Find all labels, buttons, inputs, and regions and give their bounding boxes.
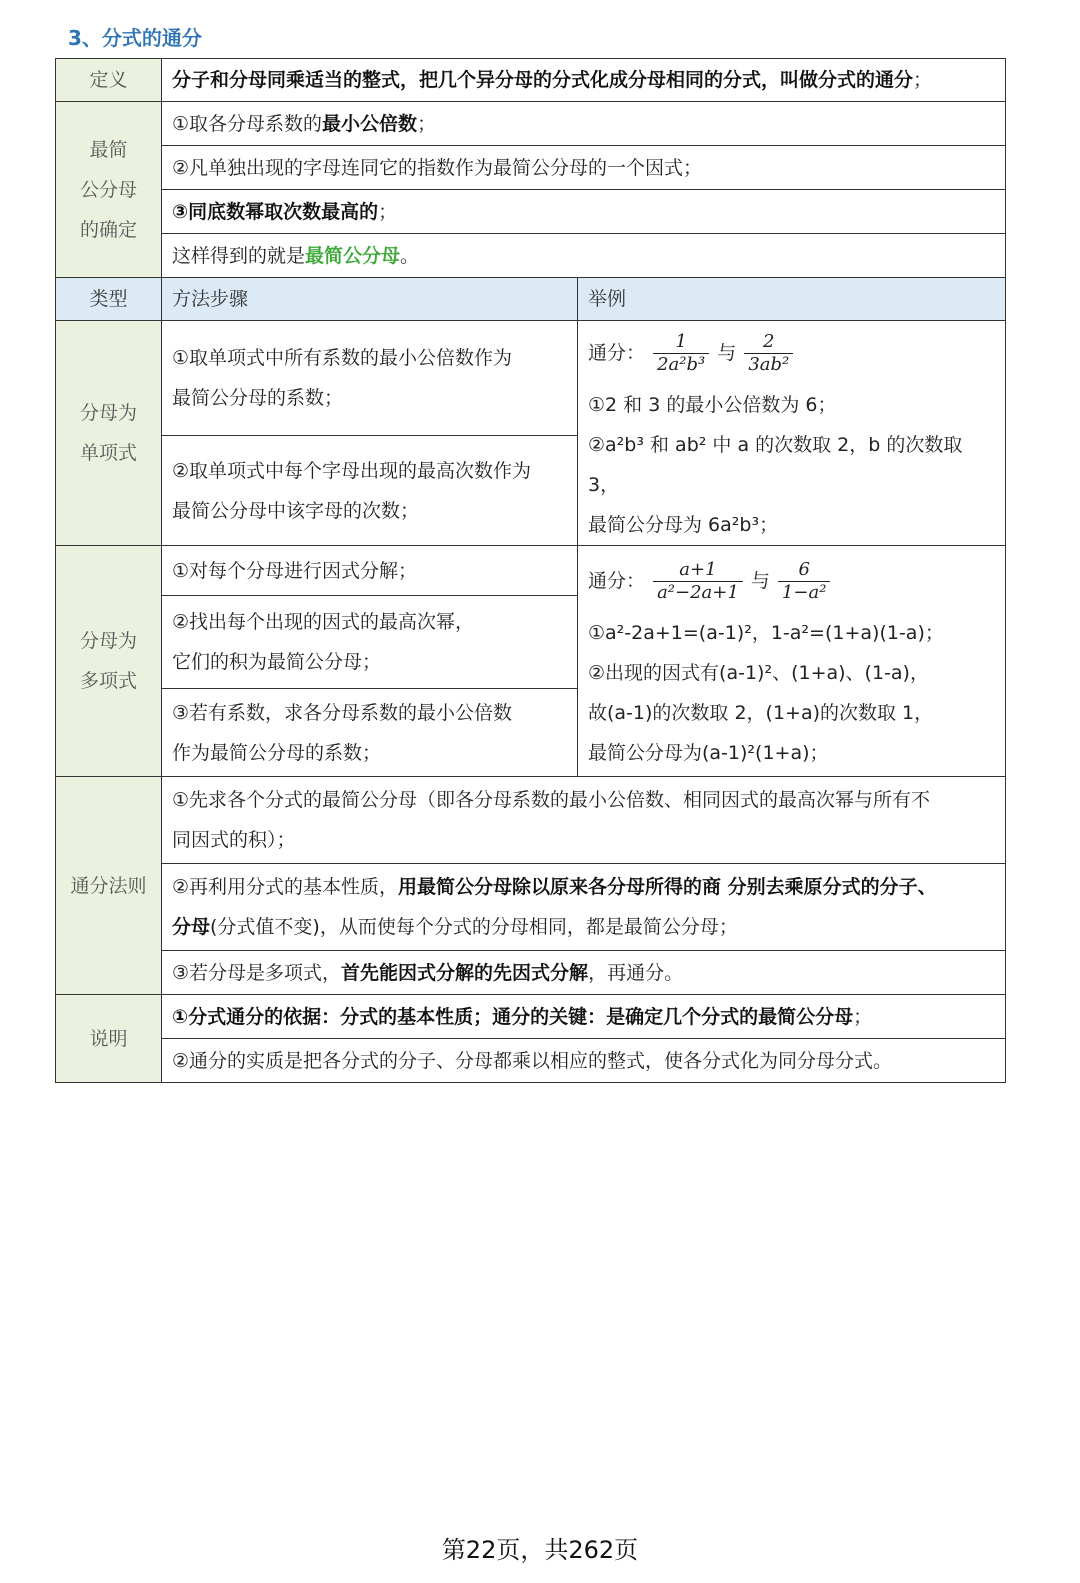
fraction-1-numerator: 1 bbox=[653, 331, 709, 354]
rules-row-3 bbox=[56, 951, 1006, 995]
fraction-2-denominator: 3ab² bbox=[748, 354, 790, 375]
definition-row bbox=[56, 59, 1006, 102]
rules-item-1 bbox=[162, 777, 1006, 864]
polynomial-step-3-line: ③若有系数，求各分母系数的最小公倍数 bbox=[172, 701, 513, 724]
rules-item-2-line-1 bbox=[172, 867, 995, 907]
lcd-rule-3 bbox=[162, 190, 1006, 234]
fraction-1-denominator: 2a²b³ bbox=[657, 354, 706, 375]
lcd-rule-4-post: 。 bbox=[400, 244, 420, 267]
lcd-rule-4-green: 最简公分母 bbox=[305, 244, 401, 267]
rules-item-3-post: ，再通分。 bbox=[588, 961, 684, 984]
polynomial-step-2-line: 它们的积为最简公分母； bbox=[172, 651, 382, 673]
fraction-1 bbox=[653, 331, 709, 376]
polynomial-step-3 bbox=[162, 689, 578, 777]
rules-item-3-bold: 首先能因式分解的先因式分解 bbox=[341, 961, 589, 984]
monomial-example-line-2: ②a²b³ 和 ab² 中 a 的次数取 2，b 的次数取 3， bbox=[588, 434, 963, 496]
rules-item-1-line: ①先求各个分式的最简公分母（即各分母系数的最小公倍数、相同因式的最高次幂与所有不 bbox=[172, 789, 931, 811]
lcd-rule-4 bbox=[162, 234, 1006, 278]
notes-item-2: ②通分的实质是把各分式的分子、分母都乘以相应的整式，使各分式化为同分母分式。 bbox=[162, 1039, 1006, 1083]
polynomial-row-1 bbox=[56, 546, 1006, 596]
fraction-4 bbox=[778, 559, 830, 604]
monomial-step-1-line: ①取单项式中所有系数的最小公倍数作为 bbox=[172, 347, 513, 370]
monomial-example-line-3: 最简公分母为 6a²b³； bbox=[588, 514, 779, 536]
common-denominator-table bbox=[55, 58, 1006, 1083]
rules-item-2-line-2 bbox=[172, 907, 995, 947]
monomial-example-connector: 与 bbox=[717, 342, 737, 364]
polynomial-example-line-2: ②出现的因式有(a-1)²、(1+a)、(1-a)， bbox=[588, 662, 929, 684]
lcd-label-line: 公分母 bbox=[79, 178, 137, 201]
lcd-row-2 bbox=[56, 146, 1006, 190]
lcd-rule-3-post: ； bbox=[378, 200, 398, 223]
section-title: 3、分式的通分 bbox=[68, 26, 202, 50]
definition-tail: ； bbox=[913, 69, 933, 91]
notes-row-1 bbox=[56, 995, 1006, 1039]
monomial-step-2-line: ②取单项式中每个字母出现的最高次数作为 bbox=[172, 459, 532, 482]
notes-item-1 bbox=[162, 995, 1006, 1039]
polynomial-step-1: ①对每个分母进行因式分解； bbox=[162, 546, 578, 596]
rules-item-2-bold-2: 分母 bbox=[172, 916, 211, 938]
monomial-example-fractions bbox=[588, 321, 995, 385]
fraction-3-denominator: a²−2a+1 bbox=[657, 582, 739, 603]
monomial-label bbox=[56, 321, 162, 546]
lcd-row-1 bbox=[56, 102, 1006, 146]
lcd-rule-1 bbox=[162, 102, 1006, 146]
monomial-step-1-line: 最简公分母的系数； bbox=[172, 387, 344, 410]
rules-item-2-post: (分式值不变)，从而使每个分式的分母相同，都是最简公分母； bbox=[210, 916, 738, 938]
header-method: 方法步骤 bbox=[162, 278, 578, 321]
header-example: 举例 bbox=[578, 278, 1006, 321]
lcd-rule-1-pre: ①取各分母系数的 bbox=[172, 112, 323, 135]
monomial-row-1 bbox=[56, 321, 1006, 436]
rules-item-3 bbox=[162, 951, 1006, 995]
polynomial-step-2-line: ②找出每个出现的因式的最高次幂， bbox=[172, 611, 475, 633]
rules-item-3-pre: ③若分母是多项式， bbox=[172, 961, 342, 984]
lcd-row-3 bbox=[56, 190, 1006, 234]
fraction-3 bbox=[653, 559, 743, 604]
monomial-label-line: 单项式 bbox=[79, 442, 137, 464]
polynomial-example bbox=[578, 546, 1006, 777]
monomial-step-2 bbox=[162, 436, 578, 546]
monomial-example-prefix: 通分： bbox=[588, 342, 646, 364]
monomial-step-1 bbox=[162, 321, 578, 436]
rules-item-2-pre: ②再利用分式的基本性质， bbox=[172, 876, 399, 898]
definition-label: 定义 bbox=[56, 59, 162, 102]
polynomial-example-connector: 与 bbox=[750, 570, 770, 592]
rules-label: 通分法则 bbox=[56, 777, 162, 995]
polynomial-label bbox=[56, 546, 162, 777]
table-header-row bbox=[56, 278, 1006, 321]
lcd-label bbox=[56, 102, 162, 278]
lcd-rule-4-pre: 这样得到的就是 bbox=[172, 244, 306, 267]
polynomial-example-line-1: ①a²-2a+1=(a-1)²，1-a²=(1+a)(1-a)； bbox=[588, 622, 944, 644]
lcd-row-4 bbox=[56, 234, 1006, 278]
definition-cell bbox=[162, 59, 1006, 102]
lcd-label-line: 的确定 bbox=[79, 218, 137, 241]
polynomial-step-2 bbox=[162, 596, 578, 689]
lcd-rule-1-bold: 最小公倍数 bbox=[322, 112, 418, 135]
polynomial-example-prefix: 通分： bbox=[588, 570, 646, 592]
fraction-3-numerator: a+1 bbox=[653, 559, 743, 582]
monomial-label-line: 分母为 bbox=[79, 402, 137, 424]
fraction-4-denominator: 1−a² bbox=[781, 582, 827, 603]
monomial-step-2-line: 最简公分母中该字母的次数； bbox=[172, 499, 420, 522]
lcd-label-line: 最简 bbox=[89, 138, 128, 161]
page-footer: 第22页，共262页 bbox=[441, 1536, 639, 1564]
monomial-example-line-1: ①2 和 3 的最小公倍数为 6； bbox=[588, 394, 837, 416]
polynomial-label-line: 分母为 bbox=[79, 630, 137, 652]
lcd-rule-3-bold: ③同底数幂取次数最高的 bbox=[172, 200, 379, 223]
notes-label: 说明 bbox=[56, 995, 162, 1083]
header-type: 类型 bbox=[56, 278, 162, 321]
polynomial-label-line: 多项式 bbox=[79, 670, 137, 692]
lcd-rule-2: ②凡单独出现的字母连同它的指数作为最简公分母的一个因式； bbox=[162, 146, 1006, 190]
fraction-2 bbox=[744, 331, 793, 376]
notes-row-2 bbox=[56, 1039, 1006, 1083]
rules-item-1-line: 同因式的积）； bbox=[172, 829, 296, 851]
polynomial-example-line-3: 故(a-1)的次数取 2，(1+a)的次数取 1， bbox=[588, 702, 934, 724]
monomial-example bbox=[578, 321, 1006, 546]
rules-item-2 bbox=[162, 864, 1006, 951]
notes-item-1-bold: ①分式通分的依据：分式的基本性质；通分的关键：是确定几个分式的最简公分母 bbox=[172, 1005, 854, 1028]
polynomial-example-fractions bbox=[588, 549, 995, 613]
fraction-4-numerator: 6 bbox=[778, 559, 830, 582]
polynomial-example-line-4: 最简公分母为(a-1)²(1+a)； bbox=[588, 742, 829, 764]
polynomial-step-3-line: 作为最简公分母的系数； bbox=[172, 741, 382, 764]
rules-item-2-bold: 用最简公分母除以原来各分母所得的商 分别去乘原分式的分子、 bbox=[398, 876, 937, 898]
rules-row-2 bbox=[56, 864, 1006, 951]
fraction-2-numerator: 2 bbox=[744, 331, 793, 354]
lcd-rule-1-post: ； bbox=[417, 112, 437, 135]
definition-text: 分子和分母同乘适当的整式，把几个异分母的分式化成分母相同的分式，叫做分式的通分 bbox=[172, 69, 914, 91]
notes-item-1-post: ； bbox=[853, 1005, 873, 1028]
rules-row-1 bbox=[56, 777, 1006, 864]
